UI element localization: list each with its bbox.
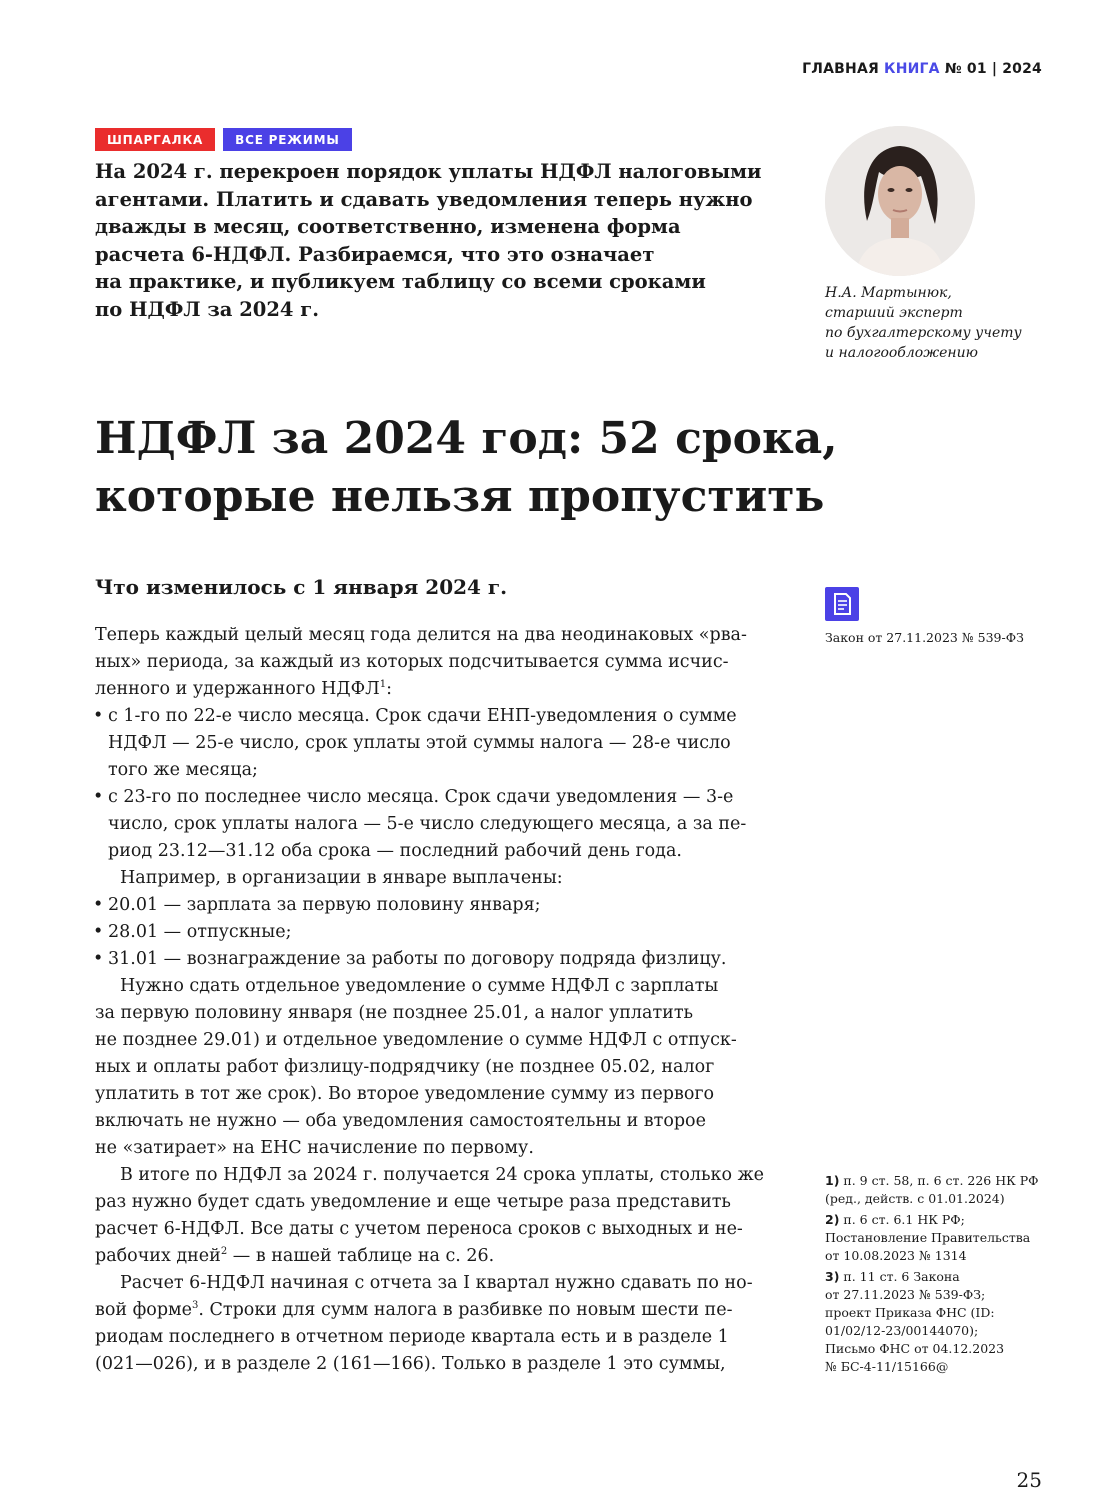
document-icon: [825, 587, 859, 621]
article-title: [95, 410, 995, 526]
lead-line: расчета 6-НДФЛ. Разбираемся, что это означает: [95, 242, 655, 266]
law-reference: Закон от 27.11.2023 № 539-ФЗ: [825, 630, 1024, 645]
body-line: расчет 6-НДФЛ. Все даты с учетом переноса сроков с выходных и не-: [95, 1219, 743, 1239]
body-line: число, срок уплаты налога — 5-е число следующего месяца, а за пе-: [108, 814, 747, 834]
author-name: Н.А. Мартынюк,: [825, 285, 952, 301]
bullet-item: • с 23-го по последнее число месяца. Срок сдачи уведомления — 3-е: [95, 784, 775, 811]
tag-cheatsheet: ШПАРГАЛКА: [95, 128, 215, 151]
bullet-item: • 20.01 — зарплата за первую половину января;: [95, 892, 775, 919]
body-line: уплатить в тот же срок). Во второе уведомление сумму из первого: [95, 1084, 715, 1104]
magazine-header: [802, 61, 1042, 77]
lead-line: На 2024 г. перекроен порядок уплаты НДФЛ налоговыми: [95, 160, 762, 183]
header-issue: № 01 | 2024: [944, 61, 1042, 77]
lead-line: дважды в месяц, соответственно, изменена форма: [95, 215, 681, 238]
body-line: не позднее 29.01) и отдельное уведомление о сумме НДФЛ с отпуск-: [95, 1030, 737, 1050]
body-line: риод 23.12—31.12 оба срока — последний рабочий день года.: [108, 841, 682, 861]
body-line: раз нужно будет сдать уведомление и еще четыре раза представить: [95, 1192, 731, 1212]
bullet-item: • 31.01 — вознаграждение за работы по договору подряда физлицу.: [95, 946, 775, 973]
footnote-ref-2: 2: [220, 1246, 228, 1258]
author-role-line: старший эксперт: [825, 305, 963, 321]
body-line: рабочих дней$^2$ — в нашей таблице на с. 26.: [95, 1246, 495, 1266]
title-line: НДФЛ за 2024 год: 52 срока,: [95, 413, 838, 464]
body-line: риодам последнего в отчетном периоде квартала есть и в разделе 1: [95, 1327, 729, 1347]
body-line: не «затирает» на ЕНС начисление по первому.: [95, 1138, 534, 1158]
body-line: ных» периода, за каждый из которых подсчитывается сумма исчис-: [95, 652, 729, 672]
rubric-tags: [95, 128, 352, 151]
section-subheading: Что изменилось с 1 января 2024 г.: [95, 575, 508, 599]
footnote-3: 3) п. 11 ст. 6 Закона от 27.11.2023 № 539-ФЗ; проект Приказа ФНС (ID: 01/02/12-23/00144070); Письмо ФНС от 04.12.2023 № БС-4-11/15166@: [825, 1269, 1005, 1374]
body-line: включать не нужно — оба уведомления самостоятельны и второе: [95, 1111, 706, 1131]
tag-all-regimes: ВСЕ РЕЖИМЫ: [223, 128, 351, 151]
body-line: вой форме$^3$. Строки для сумм налога в разбивке по новым шести пе-: [95, 1300, 733, 1320]
lead-line: по НДФЛ за 2024 г.: [95, 297, 320, 321]
footnote-1: 1) п. 9 ст. 58, п. 6 ст. 226 НК РФ (ред., действ. с 01.01.2024): [825, 1173, 1039, 1206]
bullet-item: • 28.01 — отпускные;: [95, 919, 775, 946]
body-line: НДФЛ — 25-е число, срок уплаты этой суммы налога — 28-е число: [108, 733, 731, 753]
body-line: ных и оплаты работ физлицу-подрядчику (не позднее 05.02, налог: [95, 1057, 715, 1077]
page-number: 25: [1016, 1468, 1042, 1492]
footnote-ref-3: 3: [192, 1300, 199, 1312]
body-line: Расчет 6-НДФЛ начиная с отчета за I квартал нужно сдавать по но-: [120, 1273, 753, 1293]
article-body: [95, 622, 775, 1378]
header-accent: КНИГА: [884, 61, 940, 77]
author-photo: [825, 126, 975, 276]
example-intro: Например, в организации в январе выплачены:: [120, 868, 563, 888]
lead-paragraph: [95, 158, 765, 323]
body-line: ленного и удержанного НДФЛ$^1$:: [95, 679, 393, 699]
footnote-ref-1: 1: [379, 679, 387, 691]
lead-line: на практике, и публикуем таблицу со всеми сроками: [95, 270, 706, 293]
header-prefix: ГЛАВНАЯ: [802, 61, 879, 77]
author-portrait-illustration: [825, 126, 975, 276]
footnote-2: 2) п. 6 ст. 6.1 НК РФ; Постановление Правительства от 10.08.2023 № 1314: [825, 1212, 1031, 1263]
lead-line: агентами. Платить и сдавать уведомления теперь нужно: [95, 187, 753, 211]
footnotes: [825, 1172, 1055, 1379]
title-line: которые нельзя пропустить: [95, 471, 825, 522]
body-line: Теперь каждый целый месяц года делится на два неодинаковых «рва-: [95, 625, 747, 645]
author-role-line: и налогообложению: [825, 345, 978, 361]
body-line: В итоге по НДФЛ за 2024 г. получается 24 срока уплаты, столько же: [120, 1165, 765, 1185]
body-line: (021—026), и в разделе 2 (161—166). Только в разделе 1 это суммы,: [95, 1354, 726, 1374]
author-caption: [825, 283, 1055, 363]
author-role-line: по бухгалтерскому учету: [825, 325, 1022, 341]
bullet-item: • с 1-го по 22-е число месяца. Срок сдачи ЕНП-уведомления о сумме: [95, 703, 775, 730]
body-line: того же месяца;: [108, 760, 258, 780]
body-line: за первую половину января (не позднее 25.01, а налог уплатить: [95, 1003, 694, 1023]
body-line: Нужно сдать отдельное уведомление о сумме НДФЛ с зарплаты: [120, 976, 719, 996]
